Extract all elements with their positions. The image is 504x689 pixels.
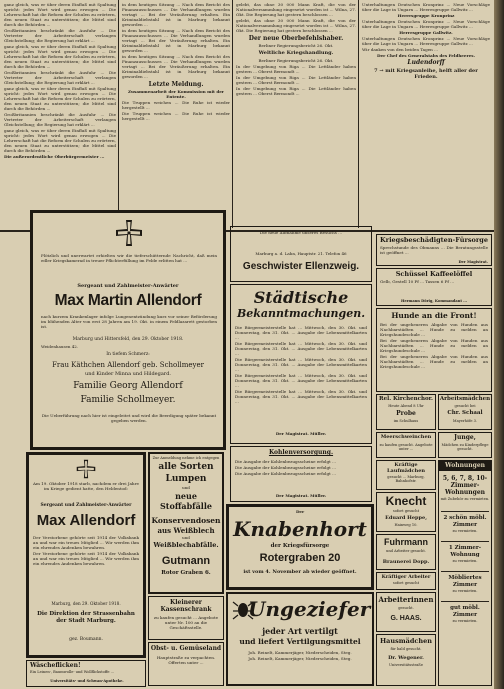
- wohnungen-line-2: mit Zubehör zu vermieten.: [440, 497, 490, 501]
- wohnungen-divider: [441, 571, 489, 572]
- col2-text-repeat: in dem heutigen Sitzung ... Nach dem Bericht des Finanzausschusses ... Die Verhandlungen wurden vertagt ... Bei der Veräußerung erhalten. Ein Kriminaldiebstahl ist in Marburg bekannt geworden ...: [122, 28, 230, 53]
- kohlen-notice: [230, 446, 372, 502]
- kriegsbeschaedigten-ad: [376, 234, 492, 266]
- col3-heading-1-sub: Berliner Regierungsbericht 26. Okt.: [258, 43, 334, 48]
- hunde-text-2: Bei der ungeheueren Abgabe von Hunden aus Nachbarstädten ... Hunde zu melden an Kriegshundeschule ...: [380, 338, 488, 353]
- kriegsbeschaedigten-body: [380, 245, 488, 259]
- arbeitsmaedchen-text: gesucht bei: [454, 404, 476, 408]
- waescheflicken-ad: [26, 660, 146, 687]
- wohnungen-line-6: zu vermieten.: [452, 559, 478, 563]
- laufmaedchen-title: Kräftige Laufmädchen: [386, 462, 426, 474]
- staedtische-body: [235, 325, 367, 425]
- hunde-ad: [376, 308, 492, 392]
- death-small-text: Der Verstorbene gehörte seit 1914 der Volksbank an und war ein treues Mitglied ... Wir werden ihm ein ehrendes Andenken bewahren.: [33, 535, 139, 550]
- col1-footer: Die außerordentliche Oberbürgermeister ...: [4, 154, 105, 159]
- meerschweinchen-ad: [376, 432, 436, 458]
- kirchenchor-title: Rel. Kirchenchor.: [379, 396, 433, 402]
- arbeiterinnen-text: gesucht.: [398, 606, 414, 610]
- lumpen-line-1: Lumpen: [165, 474, 207, 484]
- kraeftiger-arbeiter-ad: [376, 572, 436, 590]
- wohnungen-divider: [441, 511, 489, 512]
- death-notice-main: [30, 210, 226, 450]
- col1-text-repeat: ganz gleich, was er über deren Einfluß mit Spaltung spricht: jedes Wort wird genau erwogen ... Die Lehrerschaft hat die Reform der Schulen zu erörtern, den neuen Staat zu unterstützen; die Mittel sind durch die Behörden ...: [4, 44, 116, 69]
- lumpen-title: alle Sorten: [158, 462, 214, 472]
- col4-heading: Herresgruppe Kronprinz: [397, 13, 455, 18]
- waescheflicken-sub: Universitäts- und Schwan-Apotheke.: [50, 679, 124, 683]
- wohnungen-divider: [441, 601, 489, 602]
- top-column-3: [236, 2, 356, 230]
- schuessel-text: Gelb, Gestell 10 Pf ... Tassen 6 Pf ...: [380, 279, 455, 284]
- lumpen-firm: Gutmann: [161, 555, 211, 567]
- death-footer: [41, 413, 217, 443]
- col2-text: in dem heutigen Sitzung ... Nach dem Bericht des Finanzausschusses ... Die Verhandlungen wurden vertagt ... Bei der Veräußerung erhalten. Ein Kriminaldiebstahl ist in Marburg bekannt geworden ...: [122, 2, 230, 27]
- fuhrmann-title: Fuhrmann: [384, 537, 428, 547]
- lumpen-line-3: neue: [175, 491, 197, 501]
- knabenhort-pre: Der: [295, 509, 305, 514]
- death-place-date: Marburg und Hittersfeld, den 29. Oktober 1918.: [72, 337, 184, 342]
- staedtische-text: Die Bürgermeisterstelle hat ... Mittwoch, den 30. Okt. und Donnerstag, den 31. Okt. ... Ausgabe der Lebensmittelkarten ...: [235, 325, 367, 340]
- ungeziefer-text-2: Joh. Reinelt, Kammerjäger, Niederscheiden, Steg.: [248, 656, 352, 661]
- col1-text: ganz gleich, was er über deren Einfluß mit Spaltung spricht: jedes Wort wird genau erwogen ... Die Lehrerschaft hat die Reform der Schulen zu erörtern, den neuen Staat zu unterstützen; die Mittel sind durch die Behörden ...: [4, 2, 116, 27]
- lumpen-line-8: Weißblechabfälle.: [153, 541, 219, 549]
- wohnungen-section: [438, 460, 492, 686]
- ellenzweig-sub: Marburg a. d. Lahn, Hauptstr. 21. Telefon 46: [255, 251, 347, 256]
- death-address: Weidenhausen 42.: [41, 344, 79, 349]
- kassenschrank-title: Kleinerer Kassenschrank: [160, 599, 212, 613]
- col2-sub-text: Zusammenarbeit der Kommission mit der Entente.: [128, 89, 224, 99]
- death-body-text: nach kurzem Krankenlager infolge Lungenentzündung kurz vor seiner Beförderung im blühenden Alter von erst 28 Jahren am 19. Okt. in einem Feldlazarett gestorben ist.: [41, 314, 217, 329]
- gemuseland-title: Obst- u. Gemüseland: [150, 645, 222, 652]
- column-rule: [232, 0, 233, 228]
- kassenschrank-text: zu kaufen gesucht ... Angebote unter Nr. 100 an die Geschäftsstelle.: [153, 615, 219, 630]
- col1-text-repeat5: ganz gleich, was er über deren Einfluß mit Spaltung spricht: jedes Wort wird genau erwogen ... Die Lehrerschaft hat die Reform der Schulen zu erörtern, den neuen Staat zu unterstützen; die Mittel sind durch die Behörden ...: [4, 128, 116, 153]
- lumpen-line-2: und: [182, 485, 190, 490]
- gemuseland-ad: [148, 642, 224, 686]
- death-mourn-lead: In tiefem Schmerz:: [106, 352, 150, 357]
- death-small-sign-name: gez. Boumann.: [69, 637, 103, 642]
- death-small-rank: Sergeant und Zahlmeister-Anwärter: [40, 503, 132, 508]
- death-intro: [41, 253, 217, 283]
- kriegsbeschaedigten-sign: Der Magistrat.: [458, 260, 488, 264]
- hunde-text: Bei der ungeheueren Abgabe von Hunden aus Nachbarstädten ... Hunde zu melden an Kriegshundeschule ...: [380, 322, 488, 337]
- knecht-ad: [376, 492, 436, 532]
- waescheflicken-text: Ein Leinen-, Baumwolle- und Wollflickstoffe ...: [30, 670, 115, 674]
- ungeziefer-ad: [226, 592, 374, 686]
- death-small-body: [33, 535, 139, 599]
- hausmaedchen-name: Dr. Wegener.: [388, 655, 424, 661]
- arbeiterinnen-ad: [376, 592, 436, 632]
- wohnungen-line-5: 1 Zimmer-Wohnung: [448, 545, 482, 558]
- death-intro-text: Plötzlich und unerwartet erhielten wir die tieferschütternde Nachricht, daß mein edler Kriegskamerad in treuer Pflichterfüllung im Felde erlitten hat ...: [41, 253, 217, 263]
- col3-text2: In der Umgebung von Riga ... Die Lettländer haben gestern ... Oberst Bermondt ...: [236, 64, 356, 74]
- death-small-text-2: Der Verstorbene gehörte seit 1914 der Volksbank an und war ein treues Mitglied ... Wir werden ihm ein ehrendes Andenken bewahren.: [33, 551, 139, 566]
- page-binding-edge: [494, 0, 504, 689]
- kohlen-sign: Der Magistrat. Müller.: [275, 493, 327, 498]
- arbeitsmaedchen-text-2: Mayerhöfe 3.: [452, 419, 478, 423]
- death-small-name: Max Allendorf: [36, 512, 136, 529]
- laufmaedchen-text: gesucht ... Marburg, Bahnhofstr.: [387, 475, 425, 484]
- ellenzweig-head-text: Die neue Aufnahme unseres Besuchs ...: [259, 230, 343, 235]
- death-mourner-3: Familie Georg Allendorf: [73, 381, 183, 391]
- arbeiterinnen-title: Arbeiterinnen: [378, 595, 434, 604]
- ungeziefer-title: Ungeziefer: [248, 597, 371, 621]
- knecht-address: Hainweg 10.: [394, 523, 418, 527]
- top-column-4: [362, 2, 490, 230]
- kohlen-text: Die Ausgabe der Kohlenbezugsscheine erfolgt ...: [235, 459, 336, 464]
- kirchenchor-sub: Heute Abend 8 Uhr: [388, 404, 424, 408]
- knabenhort-text: ist vom 4. November ab wieder geöffnet.: [243, 569, 357, 575]
- wohnungen-line-9: gut möbl. Zimmer: [450, 605, 480, 618]
- ellenzweig-ad: [230, 226, 372, 282]
- ungeziefer-sub-2: und liefert Vertilgungsmittel: [239, 637, 361, 646]
- junge-title: Junge,: [454, 434, 476, 441]
- death-small-signature: Die Direktion der Strassenbahn der Stadt Marburg.: [37, 611, 135, 624]
- death-mourner-2: und Kinder Minna und Hildegard.: [85, 371, 171, 377]
- col4-sign-lines: 7 → mit Kriegsanleihe, helft aller der Frieden.: [374, 68, 478, 80]
- lumpen-address: Rotor Graben 6.: [161, 570, 211, 576]
- hunde-body: [380, 322, 488, 390]
- kohlen-body: [235, 459, 367, 491]
- staedtische-text-3: Die Bürgermeisterstelle hat ... Mittwoch, den 30. Okt. und Donnerstag, den 31. Okt. ... Ausgabe der Lebensmittelkarten ...: [235, 357, 367, 372]
- col4-heading-2: Herresgruppe Gallwitz.: [399, 30, 453, 35]
- col1-text-repeat3: ganz gleich, was er über deren Einfluß mit Spaltung spricht: jedes Wort wird genau erwogen ... Die Lehrerschaft hat die Reform der Schulen zu erörtern, den neuen Staat zu unterstützen; die Mittel sind durch die Behörden ...: [4, 86, 116, 111]
- lumpen-line-6: aus Weißblech: [157, 526, 215, 535]
- col4-text-repeat: Unterhaltungen Deutschen Kronprinz ... Neue Vorschläge über die Lage in Ungarn ... Heeresgruppe Gallwitz ...: [362, 19, 490, 29]
- hunde-title: Hunde an die Front!: [391, 311, 477, 320]
- iron-cross-icon: [76, 459, 96, 479]
- fuhrmann-name: Braunerei Dopp.: [382, 559, 430, 565]
- knecht-name: Eduard Heppe,: [385, 515, 427, 521]
- knabenhort-ad: [226, 504, 374, 590]
- ungeziefer-text: Joh. Reinelt, Kammerjäger, Niederscheiden, Steg.: [248, 650, 352, 655]
- hausmaedchen-ad: [376, 634, 436, 686]
- kohlen-text-2: Die Ausgabe der Kohlenbezugsscheine erfolgt ...: [235, 465, 336, 470]
- col1-text-repeat4: Großbritannien beschränkt die Ausfuhr ... Die Vertreter der Arbeiterschaft verlangen Gleichstellung; die Regierung hat erklärt ...: [4, 112, 116, 127]
- wohnungen-line-8: zu vermieten.: [452, 589, 478, 593]
- arbeiterinnen-name: G. HAAS.: [390, 615, 422, 622]
- col3-heading-2-sub: Berliner Regierungsbericht 26. Okt.: [258, 58, 334, 63]
- hausmaedchen-address: Universitätsstraße: [389, 663, 423, 667]
- col4-bold: Der Chef des Generalstabs des Feldheeres.: [376, 53, 476, 58]
- col3-heading-2: Weltliche Kriegshandlung.: [258, 50, 334, 56]
- death-small-intro: [33, 481, 139, 501]
- staedtische-sign: Der Magistrat. Müller.: [275, 431, 327, 436]
- death-footer-text: Die Ueberführung nach hier ist eingeleitet und wird die Beerdigung später bekannt gegeben werden.: [41, 413, 217, 423]
- arbeitsmaedchen-title: Arbeitsmädchen: [439, 396, 491, 402]
- arbeitsmaedchen-name: Chr. Schaal: [447, 410, 483, 416]
- schuessel-body: [380, 279, 488, 297]
- lumpen-ad: [148, 452, 224, 594]
- knabenhort-address: Rotergraben 20: [259, 552, 341, 564]
- col4-signature: Ludendorff: [407, 59, 445, 66]
- col4-text-repeat2: Unterhaltungen Deutschen Kronprinz ... Neue Vorschläge über die Lage in Ungarn ... Heeresgruppe Gallwitz ...: [362, 36, 490, 46]
- death-mourner-4: Familie Schollmeyer.: [80, 395, 176, 405]
- col1-text2: Großbritannien beschränkt die Ausfuhr ... Die Vertreter der Arbeiterschaft verlangen Gleichstellung; die Regierung hat erklärt ...: [4, 28, 116, 43]
- hausmaedchen-title: Hausmädchen: [380, 637, 432, 645]
- waescheflicken-title: Wäscheflicken!: [30, 662, 81, 669]
- ungeziefer-body: [232, 650, 368, 684]
- col4-notice: Wir danken von den beiden Tagen ...: [362, 47, 439, 52]
- kirchenchor-ad: [376, 394, 436, 430]
- meerschweinchen-text: zu kaufen gesucht. Angebote unter ...: [379, 443, 433, 452]
- staedtische-title-2: Bekanntmachungen.: [236, 307, 366, 320]
- knabenhort-title: Knabenhort: [233, 517, 367, 541]
- iron-cross-icon: [115, 219, 143, 247]
- schuessel-firm: Hermann Dörig, Kommandant ...: [400, 299, 468, 303]
- wohnungen-line-7: Möbliertes Zimmer: [448, 575, 482, 588]
- schuessel-ad: [376, 268, 492, 306]
- kriegsbeschaedigten-title: Kriegsbeschädigten-Fürsorge: [380, 236, 488, 244]
- kraeftiger-arbeiter-text: sofort gesucht: [392, 581, 420, 585]
- col3-text2-repeat: In der Umgebung von Riga ... Die Lettländer haben gestern ... Oberst Bermondt ...: [236, 75, 356, 85]
- meerschweinchen-title: Meerschweinchen: [380, 434, 432, 440]
- fuhrmann-text: und Arbeiter gesucht.: [386, 549, 426, 553]
- kassenschrank-ad: [148, 596, 224, 640]
- col3-text-repeat: gelebt, das ohne 30 000 Mann Kraft, die von der Nationalversammlung eingesetzt worden ist ... Wilna, 27. Okt. Die Regierung hat gestern beschlossen ...: [236, 18, 356, 33]
- wohnungen-divider: [441, 541, 489, 542]
- knabenhort-sub: der Kriegsfürsorge: [270, 543, 330, 549]
- gemuseland-text: Hauptstraße zu verpachten. Offerten unter ...: [156, 655, 216, 665]
- kirchenchor-sub-2: Probe: [396, 410, 416, 417]
- kassenschrank-body: [152, 615, 220, 637]
- death-notice-small: [26, 452, 146, 658]
- top-column-2: [122, 2, 230, 230]
- col2-sub-text2: Die Truppen weichen ... Die Ruhe ist wieder hergestellt ...: [122, 100, 230, 110]
- junge-text: Mädchen zu Kinderpflege gesucht.: [441, 443, 489, 452]
- col2-subheading: Letzte Meldung.: [148, 81, 204, 88]
- staedtische-text-4: Die Bürgermeisterstelle hat ... Mittwoch, den 30. Okt. und Donnerstag, den 31. Okt. ... Ausgabe der Lebensmittelkarten ...: [235, 373, 367, 388]
- death-small-intro-text: Am 19. Oktober 1918 starb, nachdem er drei Jahre im Kriege gedient hatte, den Heldentod:: [33, 481, 139, 491]
- ellenzweig-name: Geschwister Ellenzweig.: [242, 261, 360, 272]
- death-mourner-1: Frau Käthchen Allendorf geb. Schollmeyer: [52, 361, 204, 369]
- lumpen-intro: Zur Anmeldung nehme ich entgegen: [152, 456, 220, 460]
- arbeitsmaedchen-ad: [438, 394, 492, 430]
- death-small-date: Marburg, den 29. Oktober 1918.: [51, 601, 121, 606]
- wohnungen-line-10: zu vermieten.: [452, 619, 478, 623]
- col3-text: gelebt, das ohne 30 000 Mann Kraft, die von der Nationalversammlung eingesetzt worden ist ... Wilna, 27. Okt. Die Regierung hat gestern beschlossen ...: [236, 2, 356, 17]
- hausmaedchen-text: für bald gesucht.: [390, 647, 422, 651]
- death-body: [41, 314, 217, 336]
- lumpen-line-4: Stoffabfälle: [160, 501, 212, 511]
- kohlen-head: Kohlenversorgung.: [268, 449, 334, 456]
- ellenzweig-head: [235, 230, 367, 250]
- col3-heading-1: Der neue Oberbefehlshaber.: [248, 35, 344, 42]
- col1-text-repeat2: Großbritannien beschränkt die Ausfuhr ... Die Vertreter der Arbeiterschaft verlangen Gleichstellung; die Regierung hat erklärt ...: [4, 70, 116, 85]
- junge-ad: [438, 432, 492, 458]
- wohnungen-line-4: zu vermieten.: [452, 529, 478, 533]
- hunde-text-3: Bei der ungeheueren Abgabe von Hunden aus Nachbarstädten ... Hunde zu melden an Kriegshundeschule ...: [380, 354, 488, 369]
- col2-text-repeat2: in dem heutigen Sitzung ... Nach dem Bericht des Finanzausschusses ... Die Verhandlungen wurden vertagt ... Bei der Veräußerung erhalten. Ein Kriminaldiebstahl ist in Marburg bekannt geworden ...: [122, 54, 230, 79]
- knecht-title: Knecht: [385, 494, 427, 508]
- column-rule: [118, 0, 119, 228]
- staedtische-bekanntmachungen: [230, 284, 372, 444]
- staedtische-text-2: Die Bürgermeisterstelle hat ... Mittwoch, den 30. Okt. und Donnerstag, den 31. Okt. ... Ausgabe der Lebensmittelkarten ...: [235, 341, 367, 356]
- fuhrmann-ad: [376, 534, 436, 570]
- death-rank: Sergeant und Zahlmeister-Anwärter: [77, 283, 179, 289]
- gemuseland-body: [152, 655, 220, 683]
- staedtische-title-1: Städtische: [253, 288, 349, 307]
- knecht-text: sofort gesucht: [392, 509, 420, 513]
- kirchenchor-sub-3: im Schulhaus: [393, 419, 419, 423]
- wohnungen-line-1: 5, 6, 7, 8, 10-Zimmer-Wohnungen: [442, 475, 488, 496]
- laufmaedchen-ad: [376, 460, 436, 490]
- kraeftiger-arbeiter-title: Kräftiger Arbeiter: [381, 574, 431, 580]
- kriegsbeschaedigten-text: Sprechstunde des Obmanns ... Die Beratungsstelle ist geöffnet ...: [380, 245, 488, 255]
- wohnungen-title: Wohnungen: [439, 461, 491, 471]
- kohlen-text-3: Die Ausgabe der Kohlenbezugsscheine erfolgt ...: [235, 471, 336, 476]
- schuessel-title: Schüssel Kaffeelöffel: [395, 270, 473, 278]
- col2-sub-text2-repeat: Die Truppen weichen ... Die Ruhe ist wieder hergestellt ...: [122, 111, 230, 121]
- column-rule: [358, 0, 359, 228]
- lumpen-line-5: Konservendosen: [151, 516, 221, 525]
- staedtische-text-5: Die Bürgermeisterstelle hat ... Mittwoch, den 30. Okt. und Donnerstag, den 31. Okt. ... Ausgabe der Lebensmittelkarten ...: [235, 389, 367, 404]
- col3-text2-repeat2: In der Umgebung von Riga ... Die Lettländer haben gestern ... Oberst Bermondt ...: [236, 86, 356, 96]
- top-column-1: [4, 2, 116, 230]
- death-name: Max Martin Allendorf: [54, 292, 202, 309]
- lumpen-line-7: und: [182, 535, 190, 540]
- col4-text: Unterhaltungen Deutschen Kronprinz ... Neue Vorschläge über die Lage in Ungarn ... Heeresgruppe Gallwitz ...: [362, 2, 490, 12]
- ungeziefer-sub-1: jeder Art vertilgt: [262, 626, 338, 636]
- wohnungen-line-3: 2 schön möbl. Zimmer: [443, 515, 487, 528]
